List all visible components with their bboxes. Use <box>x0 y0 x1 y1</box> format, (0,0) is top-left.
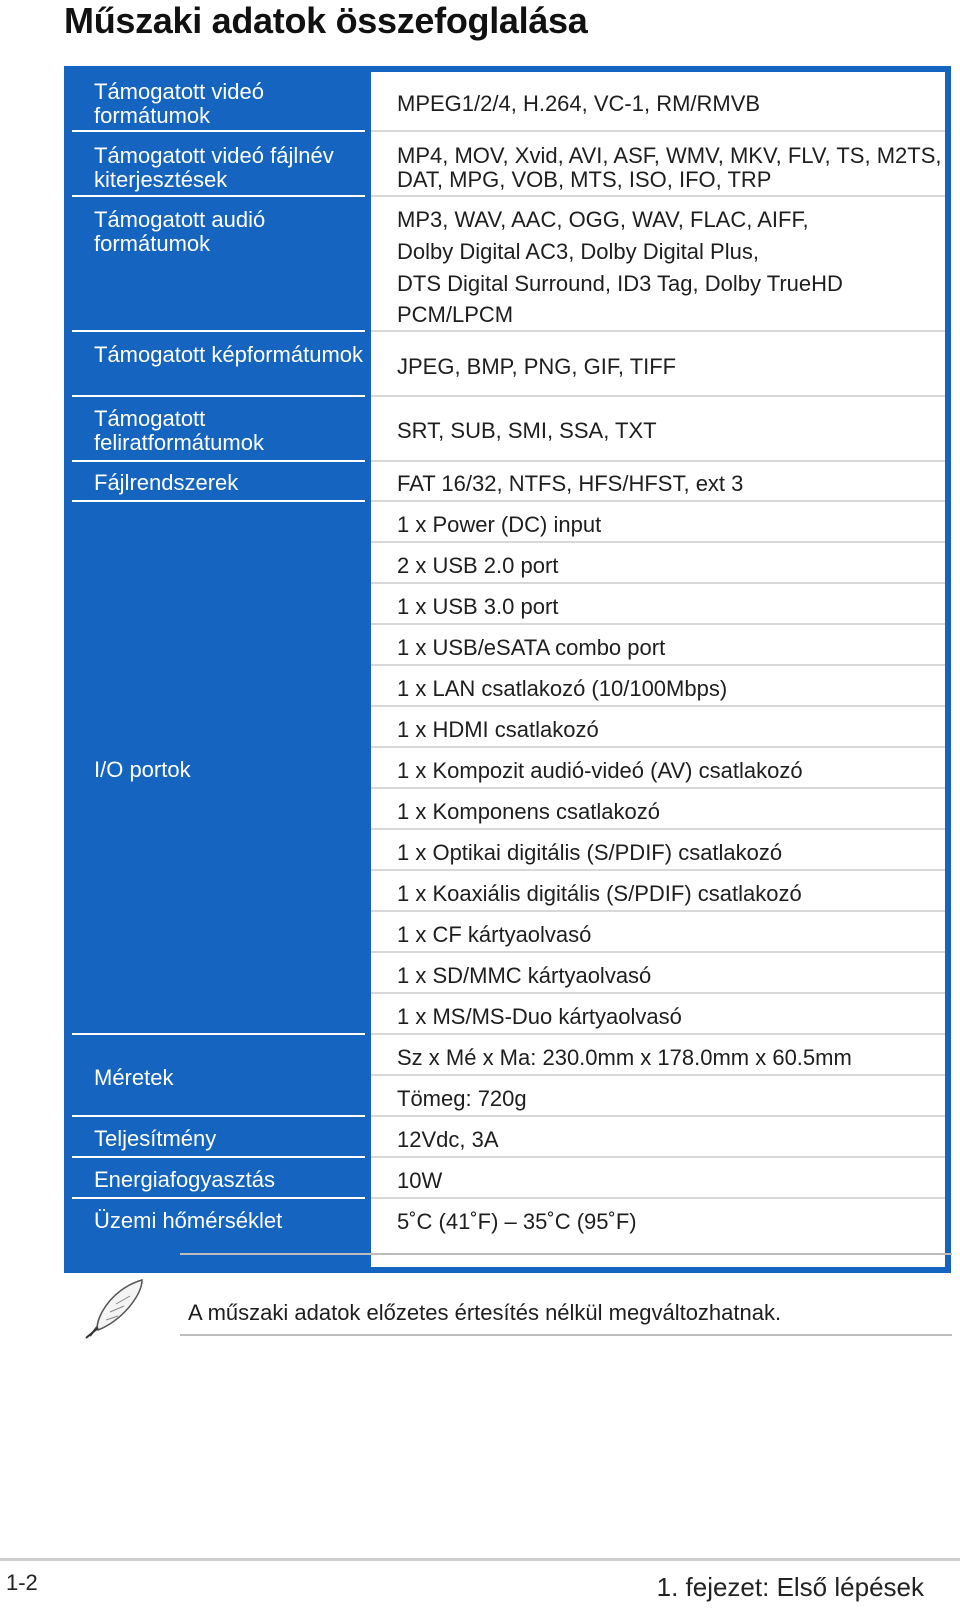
value-separator <box>371 623 945 625</box>
value-separator <box>371 746 945 748</box>
spec-value-io-port: 1 x Power (DC) input <box>397 512 602 537</box>
chapter-title: 1. fejezet: Első lépések <box>656 1572 924 1602</box>
value-separator <box>371 705 945 707</box>
spec-value-io-port: 1 x LAN csatlakozó (10/100Mbps) <box>397 676 728 701</box>
spec-value-power: 12Vdc, 3A <box>397 1127 499 1152</box>
label-separator <box>72 1156 365 1158</box>
label-separator <box>72 1197 365 1199</box>
label-separator <box>72 195 365 197</box>
feather-pen-icon <box>84 1276 154 1340</box>
spec-value-io-port: 1 x SD/MMC kártyaolvasó <box>397 963 652 988</box>
footer-rule <box>0 1558 960 1561</box>
spec-label-video-formats: Támogatott videó formátumok <box>94 79 264 128</box>
label-separator <box>72 130 365 132</box>
value-separator <box>371 869 945 871</box>
note-text: A műszaki adatok előzetes értesítés nélkül megváltozhatnak. <box>188 1300 782 1325</box>
spec-label-video-extensions: Támogatott videó fájlnév kiterjesztések <box>94 143 334 192</box>
spec-label-filesystems: Fájlrendszerek <box>94 470 239 495</box>
spec-label-column <box>64 72 371 1267</box>
spec-value-io-port: 1 x MS/MS-Duo kártyaolvasó <box>397 1004 682 1029</box>
value-separator <box>371 395 945 397</box>
value-separator <box>371 828 945 830</box>
page-title: Műszaki adatok összefoglalása <box>64 0 588 41</box>
spec-value-filesystems: FAT 16/32, NTFS, HFS/HFST, ext 3 <box>397 471 744 496</box>
spec-label-consumption: Energiafogyasztás <box>94 1167 275 1192</box>
spec-value-audio-line: Dolby Digital AC3, Dolby Digital Plus, <box>397 239 759 264</box>
value-separator <box>371 992 945 994</box>
spec-value-io-port: 1 x Optikai digitális (S/PDIF) csatlakozó <box>397 840 783 865</box>
specification-table <box>64 66 951 1273</box>
spec-value-audio-line: DTS Digital Surround, ID3 Tag, Dolby TrueHD <box>397 271 843 296</box>
spec-value-video-formats: MPEG1/2/4, H.264, VC-1, RM/RMVB <box>397 91 761 116</box>
label-separator <box>72 395 365 397</box>
label-separator <box>72 330 365 332</box>
spec-value-audio-line: MP3, WAV, AAC, OGG, WAV, FLAC, AIFF, <box>397 207 809 232</box>
spec-label-image-formats: Támogatott képformátumok <box>94 342 364 367</box>
spec-value-io-port: 2 x USB 2.0 port <box>397 553 559 578</box>
label-separator <box>72 460 365 462</box>
value-separator <box>371 1074 945 1076</box>
value-separator <box>371 951 945 953</box>
spec-value-video-extensions: MP4, MOV, Xvid, AVI, ASF, WMV, MKV, FLV, TS, M2TS, DAT, MPG, VOB, MTS, ISO, IFO, TRP <box>397 143 942 192</box>
value-separator <box>371 130 945 132</box>
value-separator <box>371 500 945 502</box>
spec-value-subtitle-formats: SRT, SUB, SMI, SSA, TXT <box>397 418 657 443</box>
value-separator <box>371 1197 945 1199</box>
note-top-rule <box>180 1253 952 1255</box>
spec-value-consumption: 10W <box>397 1168 443 1193</box>
value-separator <box>371 330 945 332</box>
spec-value-temperature: 5˚C (41˚F) – 35˚C (95˚F) <box>397 1209 637 1234</box>
value-separator <box>371 1033 945 1035</box>
spec-label-io-ports: I/O portok <box>94 757 191 782</box>
value-separator <box>371 664 945 666</box>
spec-value-audio-line: PCM/LPCM <box>397 302 514 327</box>
value-separator <box>371 1115 945 1117</box>
label-separator <box>72 1115 365 1117</box>
spec-label-dimensions: Méretek <box>94 1065 174 1090</box>
spec-value-io-port: 1 x USB 3.0 port <box>397 594 559 619</box>
value-separator <box>371 582 945 584</box>
note-bottom-rule <box>180 1334 952 1336</box>
spec-label-subtitle-formats: Támogatott feliratformátumok <box>94 406 264 455</box>
spec-value-dimensions: Sz x Mé x Ma: 230.0mm x 178.0mm x 60.5mm <box>397 1045 852 1070</box>
value-separator <box>371 541 945 543</box>
spec-label-audio-formats: Támogatott audió formátumok <box>94 207 266 256</box>
spec-value-io-port: 1 x USB/eSATA combo port <box>397 635 666 660</box>
value-separator <box>371 787 945 789</box>
page-number: 1-2 <box>6 1570 38 1595</box>
spec-label-power: Teljesítmény <box>94 1126 217 1151</box>
spec-value-io-port: 1 x HDMI csatlakozó <box>397 717 599 742</box>
spec-label-temperature: Üzemi hőmérséklet <box>94 1208 283 1233</box>
value-separator <box>371 460 945 462</box>
spec-value-io-port: 1 x Kompozit audió-videó (AV) csatlakozó <box>397 758 803 783</box>
value-separator <box>371 195 945 197</box>
spec-value-io-port: 1 x Koaxiális digitális (S/PDIF) csatlakozó <box>397 881 802 906</box>
value-separator <box>371 910 945 912</box>
value-separator <box>371 1156 945 1158</box>
label-separator <box>72 1033 365 1035</box>
spec-value-io-port: 1 x CF kártyaolvasó <box>397 922 592 947</box>
label-separator <box>72 500 365 502</box>
spec-value-io-port: 1 x Komponens csatlakozó <box>397 799 660 824</box>
spec-value-image-formats: JPEG, BMP, PNG, GIF, TIFF <box>397 354 677 379</box>
spec-value-weight: Tömeg: 720g <box>397 1086 527 1111</box>
